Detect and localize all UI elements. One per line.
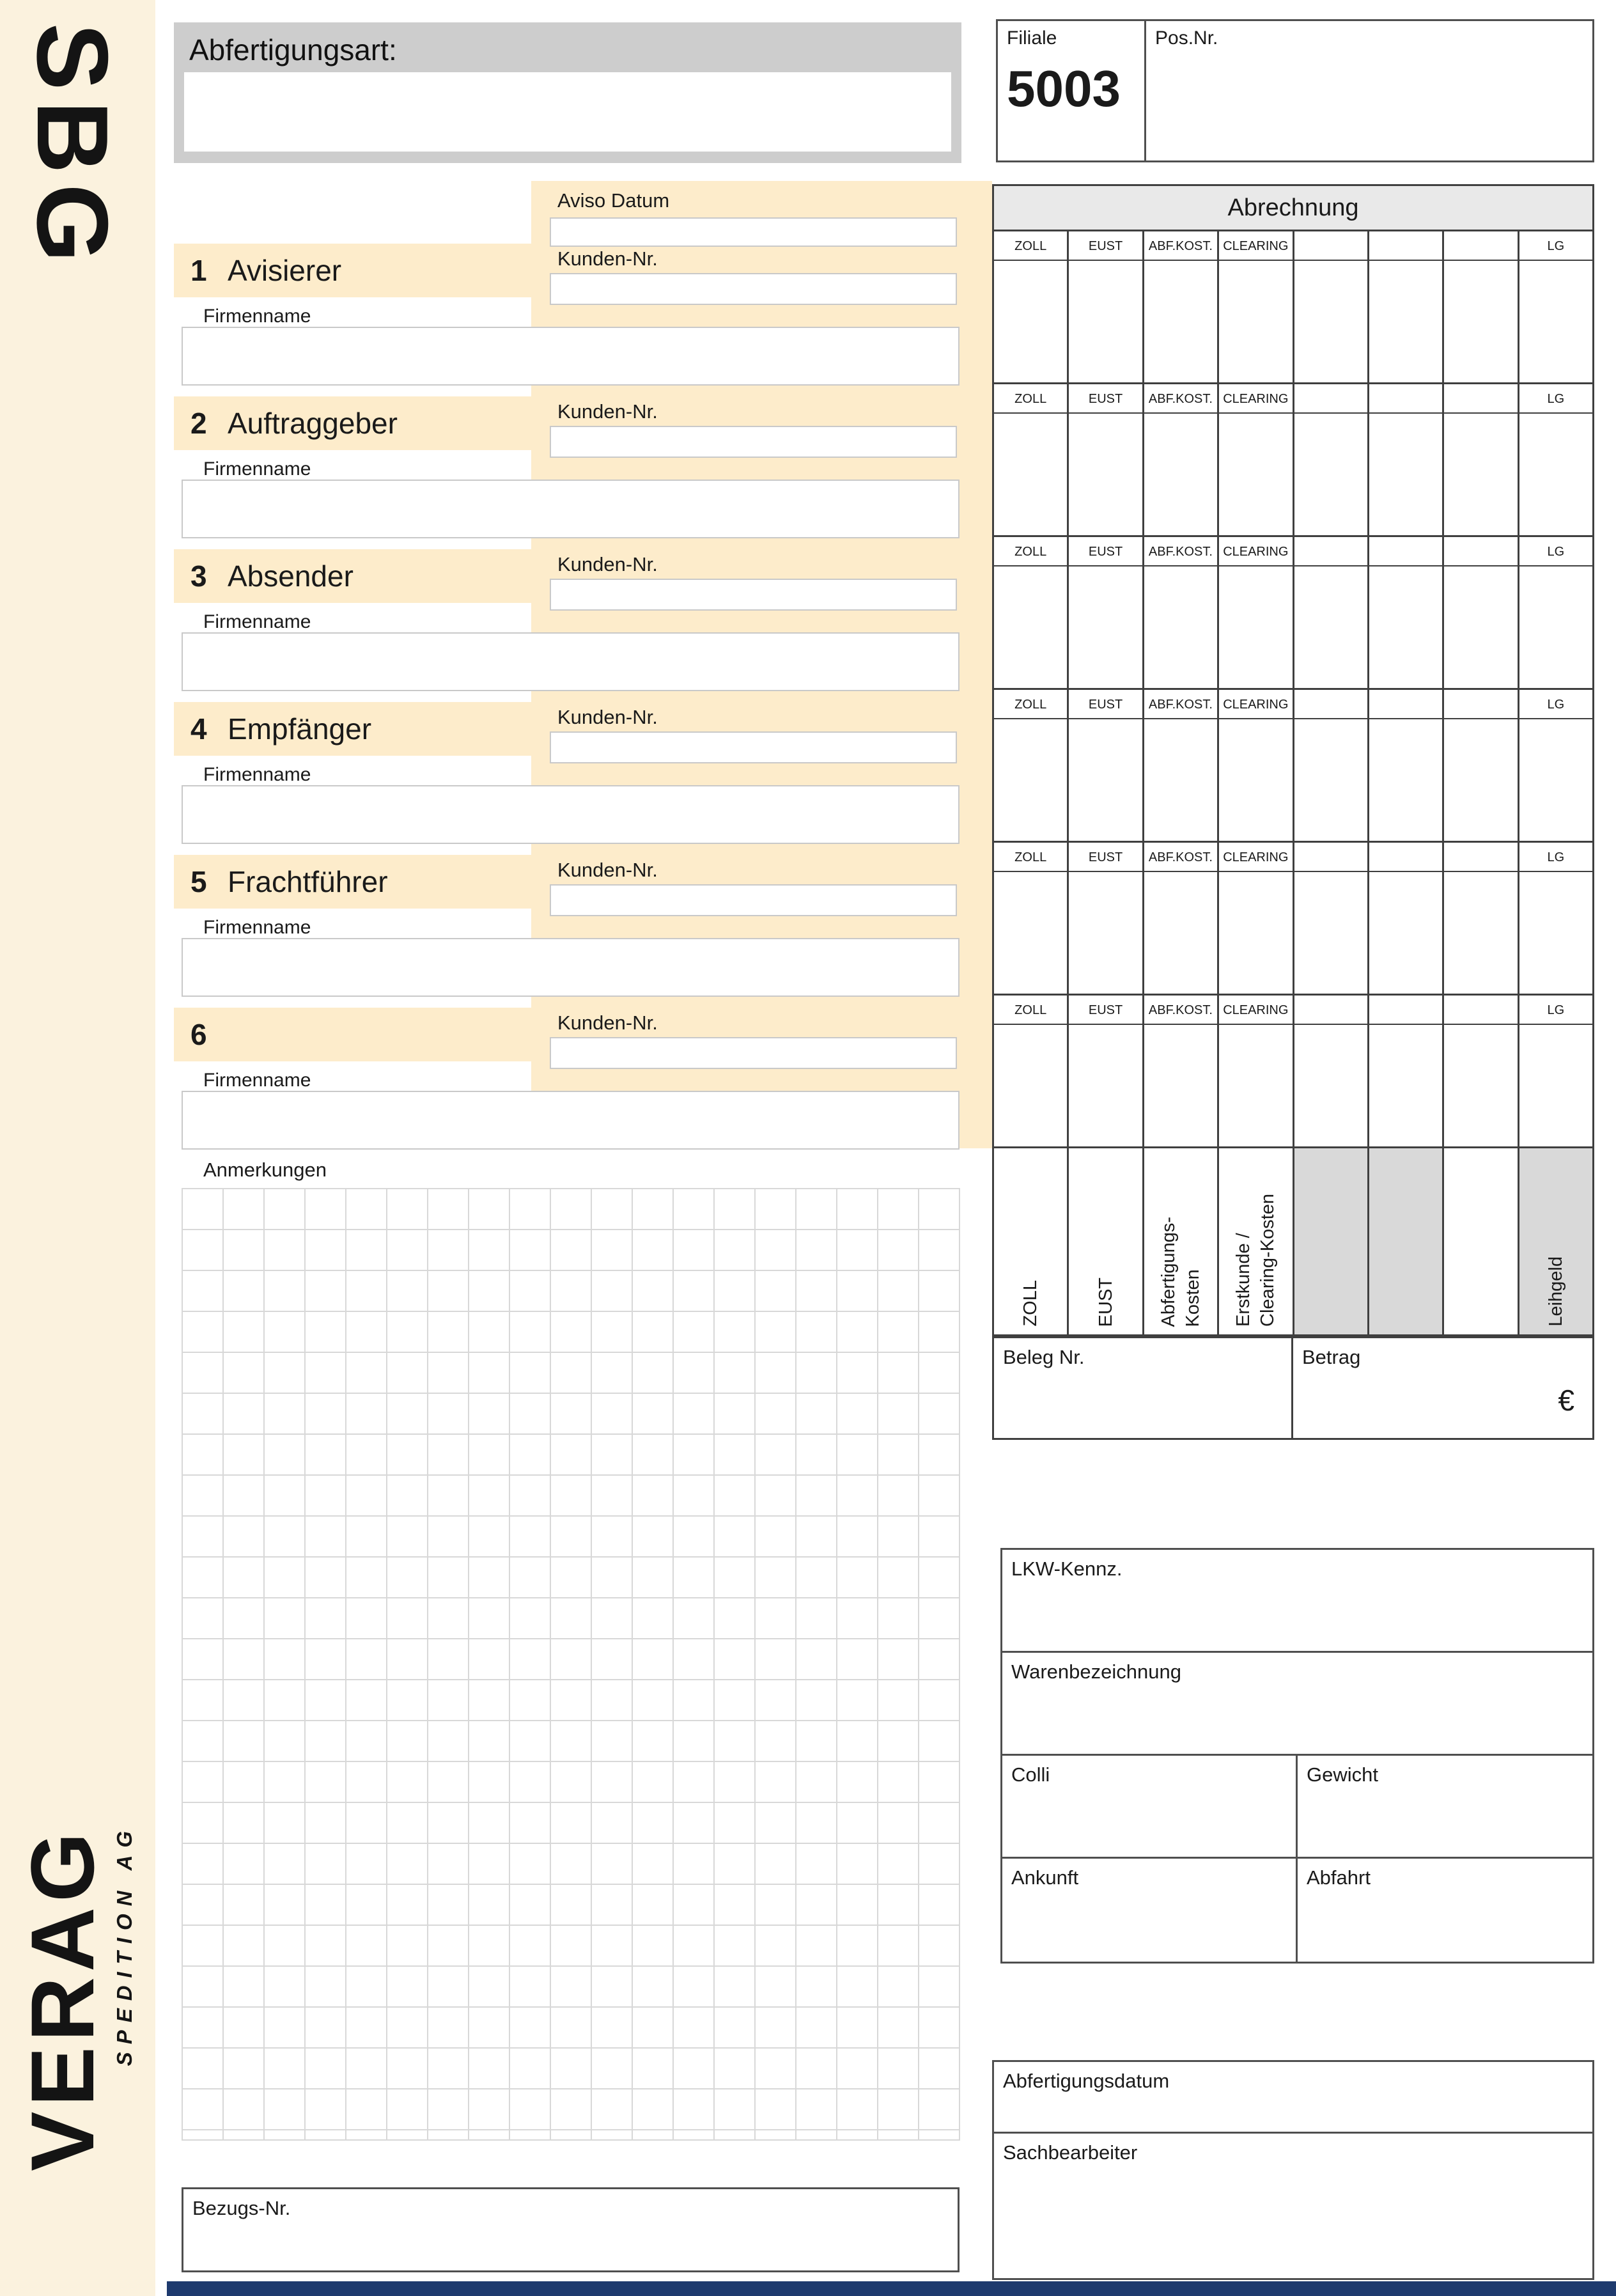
abrechnung-cell[interactable] bbox=[1444, 384, 1519, 535]
beleg-nr-field[interactable] bbox=[994, 1338, 1293, 1438]
abrechnung-vertical-label-cell bbox=[1069, 1148, 1144, 1334]
kunden-nr-input[interactable] bbox=[550, 426, 957, 458]
colli-field[interactable] bbox=[1002, 1756, 1298, 1857]
aviso-datum-label: Aviso Datum bbox=[557, 189, 670, 212]
anmerkungen-grid[interactable] bbox=[182, 1188, 960, 2141]
abrechnung-row bbox=[992, 843, 1594, 996]
abrechnung-cell[interactable] bbox=[1519, 231, 1594, 382]
abrechnung-cell[interactable] bbox=[1069, 231, 1144, 382]
abrechnung-cell[interactable] bbox=[994, 537, 1069, 688]
abrechnung-column-label: ZOLL bbox=[994, 231, 1067, 261]
abrechnung-column-label: EUST bbox=[1069, 843, 1142, 872]
firmenname-label: Firmenname bbox=[203, 306, 311, 327]
posnr-label: Pos.Nr. bbox=[1155, 27, 1218, 49]
abrechnung-cell[interactable] bbox=[1144, 231, 1219, 382]
abrechnung-cell[interactable] bbox=[1069, 690, 1144, 841]
abrechnung-cell[interactable] bbox=[994, 843, 1069, 994]
filiale-label: Filiale bbox=[1007, 27, 1057, 49]
abrechnung-row bbox=[992, 384, 1594, 537]
abrechnung-cell[interactable] bbox=[1519, 843, 1594, 994]
abrechnung-column-label: CLEARING bbox=[1219, 537, 1292, 566]
abrechnung-cell[interactable] bbox=[1444, 690, 1519, 841]
abrechnung-column-label: CLEARING bbox=[1219, 843, 1292, 872]
abrechnung-vertical-label-cell bbox=[1144, 1148, 1219, 1334]
abrechnung-column-label bbox=[1294, 690, 1367, 719]
abrechnung-cell[interactable] bbox=[1219, 690, 1294, 841]
abrechnung-cell[interactable] bbox=[1369, 843, 1444, 994]
abrechnung-cell[interactable] bbox=[1144, 690, 1219, 841]
abrechnung-cell[interactable] bbox=[1144, 843, 1219, 994]
section-5-header bbox=[174, 855, 531, 909]
section-number: 4 bbox=[190, 712, 207, 746]
processing-box bbox=[992, 2060, 1594, 2280]
abrechnung-vertical-label-cell bbox=[994, 1148, 1069, 1334]
verag-logo: VERAG bbox=[12, 1827, 113, 2171]
abrechnung-column-label: ZOLL bbox=[994, 996, 1067, 1025]
kunden-nr-label: Kunden-Nr. bbox=[557, 1011, 658, 1034]
abrechnung-cell[interactable] bbox=[1294, 843, 1369, 994]
abrechnung-vertical-label-cell bbox=[1369, 1148, 1444, 1334]
abrechnung-cell[interactable] bbox=[1069, 537, 1144, 688]
abrechnung-cell[interactable] bbox=[1294, 231, 1369, 382]
lkw-kennz-field[interactable] bbox=[1002, 1550, 1592, 1651]
section-6-header bbox=[174, 1008, 531, 1061]
kunden-nr-label: Kunden-Nr. bbox=[557, 400, 658, 423]
abrechnung-cell[interactable] bbox=[1219, 996, 1294, 1146]
abrechnung-cell[interactable] bbox=[1219, 384, 1294, 535]
abrechnung-column-label bbox=[1369, 537, 1442, 566]
abrechnung-cell[interactable] bbox=[1294, 996, 1369, 1146]
cargo-box bbox=[1000, 1548, 1594, 1964]
abrechnung-vertical-label: ZOLL bbox=[1020, 1280, 1041, 1327]
abrechnung-cell[interactable] bbox=[1519, 537, 1594, 688]
abrechnung-column-label: CLEARING bbox=[1219, 690, 1292, 719]
abrechnung-vertical-labels-row bbox=[992, 1148, 1594, 1336]
firmenname-input[interactable] bbox=[182, 1091, 960, 1150]
abrechnung-cell[interactable] bbox=[1069, 384, 1144, 535]
filiale-value: 5003 bbox=[1007, 60, 1121, 117]
abrechnung-column-label bbox=[1444, 996, 1517, 1025]
ankunft-label: Ankunft bbox=[1011, 1866, 1079, 1889]
kunden-nr-input[interactable] bbox=[550, 884, 957, 916]
abrechnung-cell[interactable] bbox=[1519, 996, 1594, 1146]
abrechnung-column-label bbox=[1444, 384, 1517, 414]
section-title: Empfänger bbox=[228, 712, 372, 746]
abrechnung-column-label: EUST bbox=[1069, 537, 1142, 566]
abrechnung-column-label: LG bbox=[1519, 384, 1592, 414]
abrechnung-cell[interactable] bbox=[1144, 996, 1219, 1146]
betrag-field[interactable] bbox=[1293, 1338, 1592, 1438]
colli-label: Colli bbox=[1011, 1763, 1050, 1786]
beleg-nr-label: Beleg Nr. bbox=[1003, 1346, 1085, 1368]
firmenname-label: Firmenname bbox=[203, 611, 311, 632]
abrechnung-cell[interactable] bbox=[1219, 537, 1294, 688]
aviso-datum-input[interactable] bbox=[550, 217, 957, 247]
section-title: Avisierer bbox=[228, 254, 342, 287]
abrechnung-vertical-label: Abfertigungs- Kosten bbox=[1158, 1216, 1203, 1327]
euro-symbol: € bbox=[1558, 1384, 1574, 1417]
abrechnung-column-label: LG bbox=[1519, 690, 1592, 719]
sachbearbeiter-field[interactable] bbox=[994, 2134, 1592, 2278]
section-1-header bbox=[174, 244, 531, 297]
abrechnung-column-label: CLEARING bbox=[1219, 231, 1292, 261]
abrechnung-column-label bbox=[1444, 537, 1517, 566]
filiale-posnr-box bbox=[996, 19, 1594, 162]
verag-subtitle: SPEDITION AG bbox=[113, 1824, 136, 2066]
firmenname-label: Firmenname bbox=[203, 917, 311, 938]
abrechnung-cell[interactable] bbox=[1144, 384, 1219, 535]
abrechnung-column-label: ABF.KOST. bbox=[1144, 384, 1217, 414]
abrechnung-cell[interactable] bbox=[1444, 843, 1519, 994]
abrechnung-column-label: ZOLL bbox=[994, 384, 1067, 414]
posnr-field[interactable] bbox=[1146, 21, 1592, 160]
beleg-betrag-row bbox=[992, 1336, 1594, 1440]
abrechnung-column-label: ZOLL bbox=[994, 537, 1067, 566]
warenbezeichnung-label: Warenbezeichnung bbox=[1011, 1660, 1181, 1683]
abrechnung-cell[interactable] bbox=[1444, 231, 1519, 382]
firmenname-label: Firmenname bbox=[203, 1070, 311, 1091]
abrechnung-vertical-label: EUST bbox=[1095, 1277, 1116, 1327]
abrechnung-column-label: ABF.KOST. bbox=[1144, 231, 1217, 261]
abrechnung-column-label: LG bbox=[1519, 231, 1592, 261]
firmenname-input[interactable] bbox=[182, 938, 960, 997]
kunden-nr-label: Kunden-Nr. bbox=[557, 706, 658, 728]
kunden-nr-label: Kunden-Nr. bbox=[557, 553, 658, 575]
abrechnung-row bbox=[992, 690, 1594, 843]
anmerkungen-label: Anmerkungen bbox=[203, 1159, 327, 1181]
sachbearbeiter-label: Sachbearbeiter bbox=[1003, 2141, 1138, 2164]
section-title: Auftraggeber bbox=[228, 407, 398, 440]
abrechnung-column-label: CLEARING bbox=[1219, 996, 1292, 1025]
abrechnung-vertical-label-cell bbox=[1444, 1148, 1519, 1334]
abrechnung-column-label bbox=[1444, 690, 1517, 719]
abrechnung-column-label bbox=[1294, 384, 1367, 414]
abrechnung-vertical-label-cell bbox=[1294, 1148, 1369, 1334]
abrechnung-column-label: ZOLL bbox=[994, 843, 1067, 872]
abrechnung-column-label: ABF.KOST. bbox=[1144, 690, 1217, 719]
ankunft-field[interactable] bbox=[1002, 1859, 1298, 1962]
kunden-nr-input[interactable] bbox=[550, 1037, 957, 1069]
abrechnung-cell[interactable] bbox=[1069, 843, 1144, 994]
firmenname-input[interactable] bbox=[182, 785, 960, 844]
abrechnung-cell[interactable] bbox=[1519, 690, 1594, 841]
abrechnung-row bbox=[992, 996, 1594, 1148]
abrechnung-column-label: LG bbox=[1519, 996, 1592, 1025]
abrechnung-vertical-label-cell bbox=[1219, 1148, 1294, 1334]
abrechnung-header: Abrechnung bbox=[992, 184, 1594, 231]
abrechnung-cell[interactable] bbox=[1519, 384, 1594, 535]
abrechnung-cell[interactable] bbox=[994, 690, 1069, 841]
abrechnung-vertical-label: Leihgeld bbox=[1545, 1256, 1566, 1327]
section-number: 3 bbox=[190, 559, 207, 593]
filiale-cell bbox=[998, 21, 1146, 160]
abfertigungsdatum-label: Abfertigungsdatum bbox=[1003, 2070, 1170, 2092]
abrechnung-cell[interactable] bbox=[994, 231, 1069, 382]
abfertigungsdatum-field[interactable] bbox=[994, 2062, 1592, 2134]
section-title: Absender bbox=[228, 559, 354, 593]
gewicht-field[interactable] bbox=[1298, 1756, 1592, 1857]
abrechnung-column-label: CLEARING bbox=[1219, 384, 1292, 414]
section-3-header bbox=[174, 549, 531, 603]
abrechnung-column-label: EUST bbox=[1069, 231, 1142, 261]
kunden-nr-input[interactable] bbox=[550, 273, 957, 305]
abfahrt-label: Abfahrt bbox=[1307, 1866, 1371, 1889]
betrag-label: Betrag bbox=[1302, 1346, 1361, 1368]
abrechnung-column-label: ABF.KOST. bbox=[1144, 996, 1217, 1025]
abrechnung-cell[interactable] bbox=[1294, 690, 1369, 841]
abfertigungsart-label: Abfertigungsart: bbox=[189, 33, 397, 66]
abrechnung-column-label bbox=[1369, 690, 1442, 719]
abrechnung-cell[interactable] bbox=[994, 996, 1069, 1146]
abrechnung-cell[interactable] bbox=[1294, 537, 1369, 688]
firmenname-input[interactable] bbox=[182, 480, 960, 538]
bezugsnr-label: Bezugs-Nr. bbox=[192, 2197, 291, 2219]
section-number: 2 bbox=[190, 407, 207, 440]
section-4-header bbox=[174, 702, 531, 756]
abrechnung-cell[interactable] bbox=[994, 384, 1069, 535]
warenbezeichnung-field[interactable] bbox=[1002, 1653, 1592, 1754]
abrechnung-cell[interactable] bbox=[1444, 996, 1519, 1146]
abrechnung-column-label bbox=[1294, 537, 1367, 566]
lkw-kennz-label: LKW-Kennz. bbox=[1011, 1558, 1123, 1580]
abrechnung-column-label bbox=[1294, 231, 1367, 261]
abrechnung-cell[interactable] bbox=[1369, 384, 1444, 535]
abfahrt-field[interactable] bbox=[1298, 1859, 1592, 1962]
kunden-nr-input[interactable] bbox=[550, 579, 957, 611]
abrechnung-column-label bbox=[1369, 996, 1442, 1025]
abrechnung-cell[interactable] bbox=[1219, 231, 1294, 382]
abrechnung-cell[interactable] bbox=[1144, 537, 1219, 688]
abrechnung-vertical-label: Erstkunde / Clearing-Kosten bbox=[1233, 1194, 1278, 1327]
abrechnung-column-label: LG bbox=[1519, 537, 1592, 566]
abrechnung-cell[interactable] bbox=[1369, 537, 1444, 688]
abrechnung-column-label bbox=[1369, 843, 1442, 872]
kunden-nr-label: Kunden-Nr. bbox=[557, 859, 658, 881]
firmenname-label: Firmenname bbox=[203, 764, 311, 785]
section-title: Frachtführer bbox=[228, 865, 388, 898]
abrechnung-cell[interactable] bbox=[1069, 996, 1144, 1146]
abrechnung-column-label bbox=[1369, 231, 1442, 261]
gewicht-label: Gewicht bbox=[1307, 1763, 1378, 1786]
section-number: 6 bbox=[190, 1018, 207, 1051]
abrechnung-column-label: EUST bbox=[1069, 384, 1142, 414]
abrechnung-row bbox=[992, 537, 1594, 690]
abrechnung-column-label bbox=[1444, 843, 1517, 872]
abrechnung-row bbox=[992, 231, 1594, 384]
abrechnung-cell[interactable] bbox=[1369, 231, 1444, 382]
abrechnung-vertical-label-cell bbox=[1519, 1148, 1594, 1334]
abrechnung-column-label: ABF.KOST. bbox=[1144, 843, 1217, 872]
section-2-header bbox=[174, 396, 531, 450]
section-number: 5 bbox=[190, 865, 207, 898]
abrechnung-column-label: EUST bbox=[1069, 996, 1142, 1025]
bezugsnr-field[interactable] bbox=[182, 2187, 960, 2272]
abrechnung-cell[interactable] bbox=[1444, 537, 1519, 688]
abrechnung-column-label: ABF.KOST. bbox=[1144, 537, 1217, 566]
kunden-nr-label: Kunden-Nr. bbox=[557, 247, 658, 270]
firmenname-input[interactable] bbox=[182, 327, 960, 386]
abrechnung-cell[interactable] bbox=[1369, 690, 1444, 841]
kunden-nr-input[interactable] bbox=[550, 731, 957, 763]
firmenname-label: Firmenname bbox=[203, 458, 311, 480]
abfertigungsart-section bbox=[174, 22, 961, 163]
sbg-logo: SBG bbox=[16, 23, 128, 273]
abrechnung-cell[interactable] bbox=[1294, 384, 1369, 535]
firmenname-input[interactable] bbox=[182, 632, 960, 691]
abrechnung-column-label: ZOLL bbox=[994, 690, 1067, 719]
abrechnung-cell[interactable] bbox=[1219, 843, 1294, 994]
section-number: 1 bbox=[190, 254, 207, 287]
abrechnung-column-label: EUST bbox=[1069, 690, 1142, 719]
footer-bar bbox=[167, 2281, 1616, 2296]
abfertigungsart-input[interactable] bbox=[184, 72, 951, 152]
abrechnung-cell[interactable] bbox=[1369, 996, 1444, 1146]
abrechnung-column-label bbox=[1294, 996, 1367, 1025]
abrechnung-column-label bbox=[1294, 843, 1367, 872]
abrechnung-column-label bbox=[1369, 384, 1442, 414]
abrechnung-column-label: LG bbox=[1519, 843, 1592, 872]
abrechnung-column-label bbox=[1444, 231, 1517, 261]
